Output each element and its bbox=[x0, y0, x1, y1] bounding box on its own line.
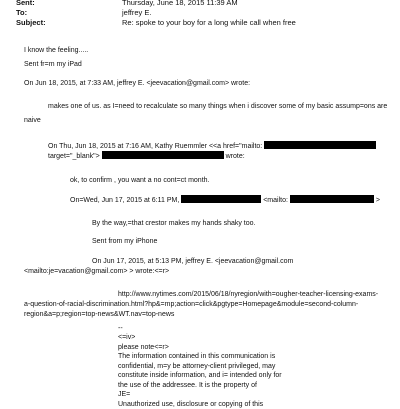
disclaimer-line: The information contained in this communication is bbox=[118, 352, 282, 362]
article-link-3[interactable]: region&a=p;region=top-news&WT.nav=top-news bbox=[24, 310, 174, 319]
disclaimer-line: Unauthorized use, disclosure or copying of this bbox=[118, 400, 282, 409]
disclaimer-line: confidential, m=y be attorney-client privileged, may bbox=[118, 362, 282, 372]
redaction-bar bbox=[290, 195, 374, 203]
subject-value: Re: spoke to your boy for a long while call when free bbox=[122, 18, 296, 27]
quote-header-2a bbox=[48, 141, 376, 151]
reply-text: I know the feeling..... bbox=[24, 46, 88, 55]
signature-ipad: Sent fr=m my iPad bbox=[24, 60, 82, 69]
quote-header-4b: <mailto:je=vacation@gmail.com> > wrote:<=r> bbox=[24, 267, 169, 276]
disclaimer-line: JE= bbox=[118, 390, 282, 400]
disclaimer-line: the use of the addressee. It is the property of bbox=[118, 381, 282, 391]
quote-header-2b bbox=[48, 151, 245, 161]
quote-header-1: On Jun 18, 2015, at 7:33 AM, jeffrey E. <jeevacation@gmail.com> wrote: bbox=[24, 79, 250, 88]
quote-header-3-mailto: <mailto: bbox=[263, 197, 288, 204]
quote-header-3 bbox=[70, 195, 380, 205]
to-label: To: bbox=[16, 8, 27, 17]
redaction-bar bbox=[264, 141, 376, 149]
quote-header-4a: On Jun 17, 2015, at 5:13 PM, jeffrey E. <jeevacation@gmail.com bbox=[92, 257, 293, 266]
disclaimer-block bbox=[118, 352, 282, 409]
sent-label: Sent: bbox=[16, 0, 35, 7]
signature-iphone: Sent from my iPhone bbox=[92, 237, 157, 246]
article-link-2[interactable]: a-question-of-racial-discrimination.html?hp&=mp;action=click&pgtype=Homepage&module=second-column- bbox=[24, 300, 358, 309]
redaction-bar bbox=[181, 195, 261, 203]
disclaimer-line: constitute inside information, and i= intended only for bbox=[118, 371, 282, 381]
redaction-bar bbox=[102, 151, 224, 159]
subject-label: Subject: bbox=[16, 18, 46, 27]
disclaimer-heading: please note<=r> bbox=[118, 343, 169, 352]
quoted-text-3: By the way,=that crestor makes my hands shaky too. bbox=[92, 219, 255, 228]
quoted-text-1b: naive bbox=[24, 116, 41, 125]
sent-value: Thursday, June 18, 2015 11:39 AM bbox=[122, 0, 238, 7]
to-value: jeffrey E. bbox=[122, 8, 151, 17]
sig-separator: -- bbox=[118, 324, 123, 333]
quote-header-3-text: On=Wed, Jun 17, 2015 at 6:11 PM, bbox=[70, 197, 179, 204]
quote-header-2b-text: target="_blank"> bbox=[48, 153, 100, 160]
article-link-1[interactable]: http://www.nytimes.com/2015/06/18/nyregion/with=ougher-teacher-licensing-exams- bbox=[118, 290, 378, 299]
quote-header-2a-text: On Thu, Jun 18, 2015 at 7:16 AM, Kathy Ruemmler <<a href="mailto: bbox=[48, 143, 262, 150]
div-tag: <=iv> bbox=[118, 333, 135, 342]
quote-header-2b-wrote: wrote: bbox=[226, 153, 245, 160]
quote-header-3-close: > bbox=[376, 197, 380, 204]
quoted-text-2: ok, to confirm , you want a no cont=ct month. bbox=[70, 176, 210, 185]
quoted-text-1a: makes one of us. as I=need to recalculate so many things when i discover some of my basic assump=ons are bbox=[48, 102, 387, 111]
